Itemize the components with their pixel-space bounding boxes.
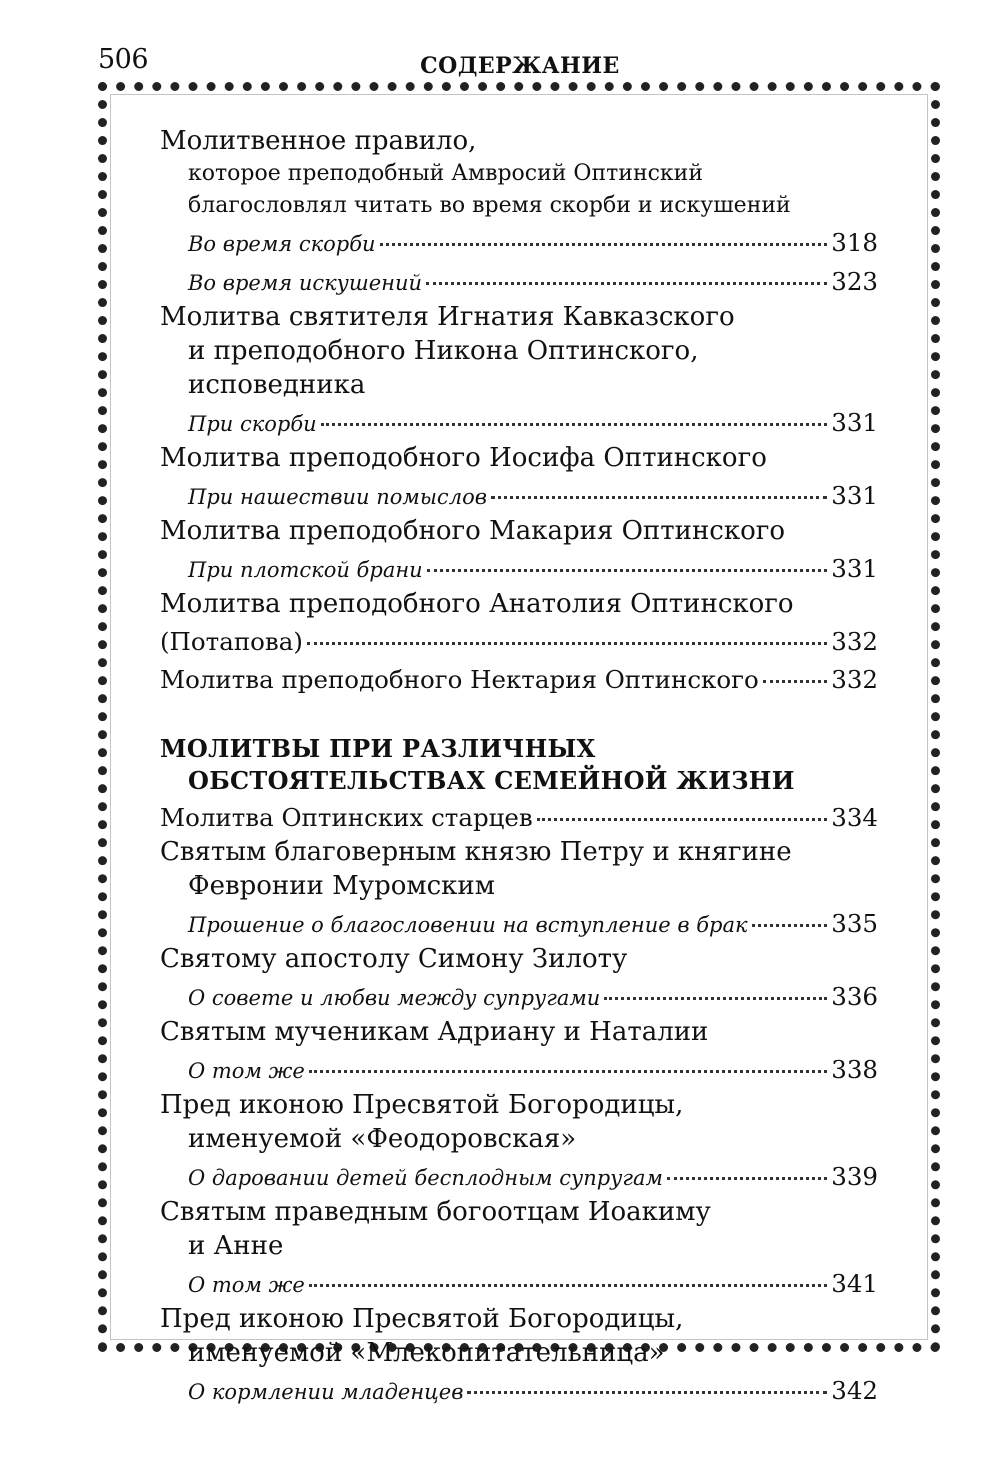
toc-page-number: 323 <box>831 267 878 296</box>
toc-section-heading <box>160 733 878 797</box>
toc-page-number: 335 <box>831 909 878 938</box>
toc-subentry-title: О том же <box>188 1059 305 1083</box>
toc-subentry[interactable] <box>160 903 878 942</box>
dot-leader <box>309 1044 827 1073</box>
toc-entry-title-cont: Февронии Муромским <box>188 871 495 901</box>
toc-entry-title: Пред иконою Пресвятой Богородицы, <box>160 1090 684 1120</box>
toc-subentry-title: Во время искушений <box>188 271 423 295</box>
toc-entry-title-cont: исповедника <box>188 370 366 400</box>
toc-entry-title: Святому апостолу Симону Зилоту <box>160 944 628 974</box>
toc-entry <box>160 1302 878 1409</box>
toc-entry <box>160 587 878 659</box>
toc-entry-title-cont: именуемой «Млекопитательница» <box>188 1338 665 1368</box>
toc-entry-title: Святым благоверным князю Петру и княгине <box>160 837 792 867</box>
toc-page-number: 339 <box>831 1162 878 1191</box>
toc-entry <box>160 942 878 1015</box>
toc-subentry-title: Прошение о благословении на вступление в брак <box>188 913 748 937</box>
toc-page-number: 331 <box>831 408 878 437</box>
toc-entry-title: Святым праведным богоотцам Иоакиму <box>160 1197 711 1227</box>
toc-entry <box>160 1015 878 1088</box>
toc-subentry-title: О том же <box>188 1273 305 1297</box>
toc-subentry[interactable] <box>160 1370 878 1409</box>
toc-entry <box>160 1088 878 1195</box>
toc-subentry[interactable] <box>160 1156 878 1195</box>
toc-entry-title: Молитва преподобного Анатолия Оптинского <box>160 589 794 619</box>
toc-page-number: 342 <box>831 1376 878 1405</box>
toc-page-number: 318 <box>831 228 878 257</box>
section-heading-line: ОБСТОЯТЕЛЬСТВАХ СЕМЕЙНОЙ ЖИЗНИ <box>188 766 795 795</box>
toc-entry-title: Молитва святителя Игнатия Кавказского <box>160 302 735 332</box>
toc-subentry-title: О совете и любви между супругами <box>188 986 601 1010</box>
toc-entry-title-cont: (Потапова) <box>160 627 303 656</box>
toc-entry <box>160 835 878 942</box>
toc-subentry-title: При нашествии помыслов <box>188 485 487 509</box>
toc-page-number: 332 <box>831 665 878 694</box>
dot-leader <box>537 792 828 821</box>
dot-leader <box>763 654 828 683</box>
toc-entry-title: Молитва преподобного Нектария Оптинского <box>160 665 759 694</box>
dot-leader <box>467 1365 827 1394</box>
toc-subentry[interactable] <box>160 548 878 587</box>
dot-leader <box>604 971 827 1000</box>
toc-subentry[interactable] <box>160 976 878 1015</box>
toc-page-number: 332 <box>831 627 878 656</box>
toc-entry-line[interactable] <box>160 659 878 697</box>
page-number: 506 <box>98 44 149 75</box>
toc-page-number: 331 <box>831 481 878 510</box>
toc-subentry[interactable] <box>160 1049 878 1088</box>
dot-leader <box>426 256 827 285</box>
toc-page-number: 336 <box>831 982 878 1011</box>
spacer <box>160 697 878 733</box>
toc-entry-title-cont: которое преподобный Амвросий Оптинский <box>188 161 704 186</box>
toc-subentry-title: Во время скорби <box>188 232 376 256</box>
toc-entry-title-cont: именуемой «Феодоровская» <box>188 1124 577 1154</box>
toc-entry-line[interactable] <box>160 797 878 835</box>
toc-entry-title: Пред иконою Пресвятой Богородицы, <box>160 1304 684 1334</box>
toc-entry-title: Молитва Оптинских старцев <box>160 803 533 832</box>
dot-leader <box>491 470 827 499</box>
toc-entry-title: Святым мученикам Адриану и Наталии <box>160 1017 709 1047</box>
toc-entry <box>160 441 878 514</box>
dot-leader <box>667 1151 827 1180</box>
toc-entry-title-cont: благословлял читать во время скорби и искушений <box>188 193 791 218</box>
toc-entry <box>160 659 878 697</box>
toc-entry <box>160 1195 878 1302</box>
toc-subentry[interactable] <box>160 1263 878 1302</box>
toc-entry <box>160 300 878 441</box>
toc-page-number: 341 <box>831 1269 878 1298</box>
toc-entry <box>160 797 878 835</box>
toc-page-number: 338 <box>831 1055 878 1084</box>
toc-page-number: 331 <box>831 554 878 583</box>
running-head: СОДЕРЖАНИЕ <box>420 53 620 79</box>
table-of-contents <box>160 124 878 1409</box>
toc-entry-title: Молитва преподобного Иосифа Оптинского <box>160 443 767 473</box>
toc-subentry[interactable] <box>160 261 878 300</box>
section-heading-line: МОЛИТВЫ ПРИ РАЗЛИЧНЫХ <box>160 734 596 763</box>
toc-page-number: 334 <box>831 803 878 832</box>
toc-entry-title: Молитва преподобного Макария Оптинского <box>160 516 786 546</box>
toc-entry-title-cont: и Анне <box>188 1231 284 1261</box>
toc-entry-title: Молитвенное правило, <box>160 126 477 156</box>
toc-entry <box>160 124 878 300</box>
dot-leader <box>309 1258 827 1287</box>
toc-subentry-title: При скорби <box>188 412 317 436</box>
dot-leader <box>752 898 828 927</box>
toc-subentry[interactable] <box>160 402 878 441</box>
toc-entry <box>160 514 878 587</box>
toc-subentry-title: При плотской брани <box>188 558 423 582</box>
dot-leader <box>380 217 828 246</box>
dot-leader <box>427 543 828 572</box>
toc-subentry[interactable] <box>160 475 878 514</box>
dot-leader <box>307 616 827 645</box>
toc-subentry-title: О кормлении младенцев <box>188 1380 464 1404</box>
toc-subentry-title: О даровании детей бесплодным супругам <box>188 1166 663 1190</box>
dot-leader <box>321 397 828 426</box>
toc-entry-title-cont: и преподобного Никона Оптинского, <box>188 336 699 366</box>
